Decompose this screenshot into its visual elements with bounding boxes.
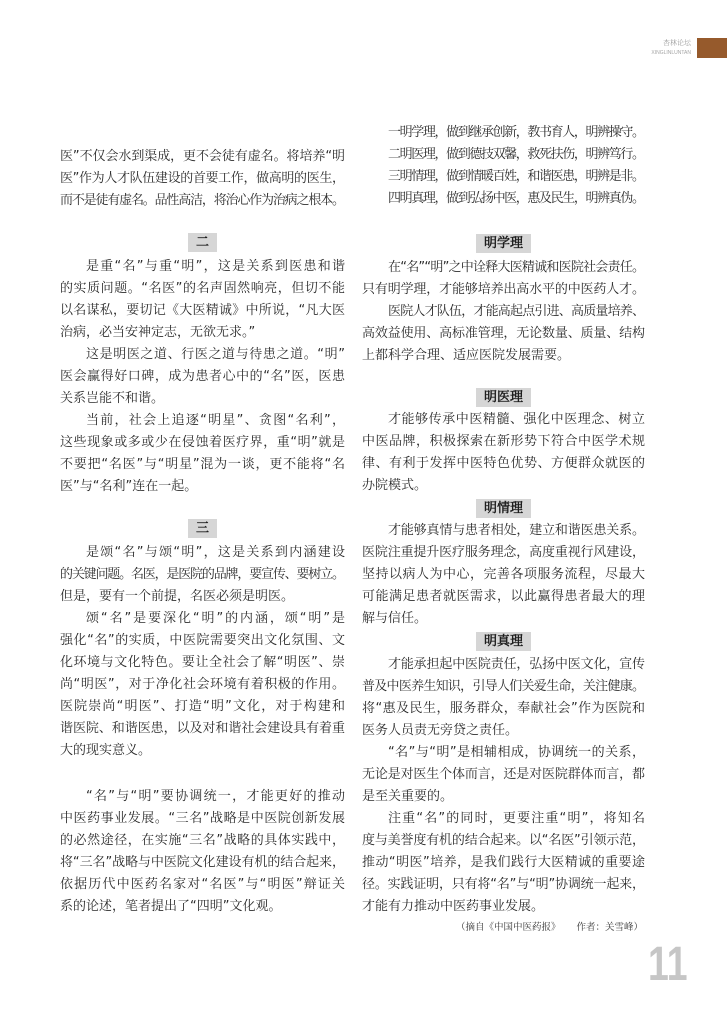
text-line-content: 关系岂能不和谐。: [60, 391, 165, 406]
section-heading-ming-xueli: [362, 232, 645, 254]
section-heading-ming-yili: [362, 386, 645, 408]
text-line-content: 才能有力推动中医药事业发展。: [362, 899, 545, 914]
section-heading-label: 明真理: [476, 632, 531, 651]
text-line-content: 在“名”“明”之中诠释大医精诚和医院社会责任。: [388, 260, 645, 275]
closing-paragraph: [60, 786, 345, 918]
text-line: [362, 301, 645, 323]
text-line: [60, 696, 345, 718]
text-line-content: 颂“名”是要深化“明”的内涵，颂“明”是: [86, 611, 347, 626]
text-line-content: 二明医理，做到德技双馨，救死扶伤，明辨笃行。: [388, 147, 644, 162]
text-line-content: 医”作为人才队伍建设的首要工作，做高明的医生，: [60, 171, 345, 186]
paragraph: [60, 344, 345, 410]
text-line: [362, 564, 645, 586]
text-line: [60, 740, 345, 762]
text-line: [60, 586, 345, 608]
text-line-content: 依据历代中医药名家对“名医”与“明医”辩证关: [60, 877, 347, 892]
text-line-content: 将“惠及民生，服务群众，奉献社会”作为医院和: [362, 701, 646, 716]
text-line-content: 三明情理，做到情暖百姓，和谐医患，明辨是非。: [388, 169, 644, 184]
paragraph: [60, 410, 345, 498]
text-line: [60, 652, 345, 674]
four-ming-item: [362, 188, 645, 210]
text-line: [60, 278, 345, 300]
paragraph: [60, 256, 345, 344]
text-line: [60, 896, 345, 918]
four-ming-item: [362, 122, 645, 144]
text-line-content: 度与美誉度有机的结合起来。以“名医”引领示范，: [362, 833, 645, 848]
text-line-content: 径。实践证明，只有将“名”与“明”协调统一起来，: [362, 877, 645, 892]
text-line-content: 高效益使用、高标准管理，无论数量、质量、结构: [362, 326, 645, 341]
paragraph: [362, 654, 645, 742]
text-line: [362, 896, 645, 918]
paragraph: [362, 301, 645, 367]
text-line-content: 四明真理，做到弘扬中医，惠及民生，明辨真伪。: [388, 191, 644, 206]
text-line-content: 才能够传承中医精髓、强化中医理念、树立: [388, 412, 646, 427]
text-line: [362, 323, 645, 345]
page-number: 11: [648, 938, 688, 991]
section-heading-ming-qingli: [362, 497, 645, 519]
text-line: [362, 431, 645, 453]
text-line-content: 化环境与文化特色。要让全社会了解“明医”、崇: [60, 655, 346, 670]
text-line: [60, 168, 345, 190]
text-line-content: 医”与“名利”连在一起。: [60, 479, 198, 494]
text-line-content: 解与信任。: [362, 611, 428, 626]
text-line: [362, 654, 645, 676]
text-line-content: 医会赢得好口碑，成为患者心中的“名”医，医患: [60, 369, 346, 384]
text-line-content: 以名谋私，要切记《大医精诚》中所说，“凡大医: [60, 303, 346, 318]
text-line-content: 律、有利于发挥中医特色优势、方便群众就医的: [362, 456, 646, 471]
section-heading-label: 明情理: [476, 499, 531, 518]
text-line-content: 办院模式。: [362, 478, 428, 493]
text-line-content: 上都科学合理、适应医院发展需要。: [362, 348, 571, 363]
text-line: [60, 476, 345, 498]
text-line-content: 的关键问题。名医，是医院的品牌，要宣传、要树立。: [60, 567, 344, 582]
source-credit: [456, 921, 643, 935]
text-line-content: “名”与“明”要协调统一，才能更好的推动: [86, 789, 347, 804]
text-line-content: 中医品牌，积极探索在新形势下符合中医学术规: [362, 434, 646, 449]
text-line: [362, 808, 645, 830]
text-line: [362, 144, 645, 166]
text-line: [60, 718, 345, 740]
text-line: [362, 475, 645, 497]
text-line-content: 医院崇尚“明医”、打造“明”文化，对于构建和: [60, 699, 347, 714]
text-line-content: 治病，必当安神定志，无欲无求。”: [60, 325, 256, 340]
text-line: [60, 388, 345, 410]
text-line-content: 而不是徒有虚名。品性高洁，将治心作为治病之根本。: [60, 193, 344, 208]
text-line: [362, 764, 645, 786]
paragraph: [362, 742, 645, 808]
paragraph: [60, 542, 345, 608]
text-line: [60, 808, 345, 830]
text-line: [60, 410, 345, 432]
text-line-content: 坚持以病人为中心，完善各项服务流程，尽最大: [362, 567, 646, 582]
text-line: [60, 852, 345, 874]
text-line-content: 才能承担起中医院责任，弘扬中医文化，宣传: [388, 657, 645, 672]
text-line: [60, 300, 345, 322]
text-line: [60, 344, 345, 366]
section-heading-label: 明医理: [476, 388, 531, 407]
text-line: [362, 188, 645, 210]
text-line-content: 注重“名”的同时，更要注重“明”，将知名: [388, 811, 647, 826]
text-line-content: 可能满足患者就医需求，以此赢得患者最大的理: [362, 589, 646, 604]
text-line: [362, 453, 645, 475]
text-line: [362, 122, 645, 144]
text-line-content: 是至关重要的。: [362, 789, 454, 804]
text-line-content: 当前，社会上追逐“明星”、贪图“名利”，: [86, 413, 347, 428]
column-section-pinyin: XINGLINLUNTAN: [651, 50, 691, 56]
paragraph: [362, 808, 645, 918]
paragraph: [362, 257, 645, 301]
text-line: [60, 786, 345, 808]
text-line: [60, 564, 345, 586]
text-line: [362, 676, 645, 698]
text-line-content: 将“三名”战略与中医院文化建设有机的结合起来，: [60, 855, 345, 870]
text-line: [60, 322, 345, 344]
section-heading-label: 明学理: [476, 234, 531, 253]
text-line: [362, 279, 645, 301]
text-line: [362, 345, 645, 367]
text-line-content: 谐医院、和谐医患，以及对和谐社会建设具有着重: [60, 721, 345, 736]
text-line: [60, 146, 345, 168]
text-line: [362, 542, 645, 564]
text-line-content: 尚“明医”，对于净化社会环境有着积极的作用。: [60, 677, 346, 692]
text-line: [60, 190, 345, 212]
text-line: [362, 608, 645, 630]
text-line: [60, 674, 345, 696]
text-line: [362, 257, 645, 279]
text-line-content: “名”与“明”是相辅相成，协调统一的关系，: [388, 745, 646, 760]
text-line-content: 医院注重提升医疗服务理念，高度重视行风建设，: [362, 545, 645, 560]
text-line: [362, 586, 645, 608]
paragraph: [60, 608, 345, 762]
left-column: [60, 146, 345, 918]
text-line: [362, 520, 645, 542]
text-line: [60, 542, 345, 564]
text-line: [60, 608, 345, 630]
text-line: [362, 742, 645, 764]
text-line: [362, 874, 645, 896]
text-line-content: 但是，要有一个前提，名医必须是明医。: [60, 589, 295, 604]
section-heading-label: 三: [188, 519, 217, 538]
source-credit-publication: （摘自《中国中医药报》: [455, 922, 561, 933]
text-line-content: 无论是对医生个体而言，还是对医院群体而言，都: [362, 767, 645, 782]
text-line: [362, 786, 645, 808]
text-line-content: 不要把“名医”与“明星”混为一谈，更不能将“名: [60, 457, 346, 472]
text-line: [60, 432, 345, 454]
text-line: [362, 409, 645, 431]
text-line-content: 这些现象或多或少在侵蚀着医疗界，重“明”就是: [60, 435, 346, 450]
four-ming-item: [362, 144, 645, 166]
text-line-content: 一明学理，做到继承创新，教书育人，明辨操守。: [388, 125, 644, 140]
text-line-content: 大的现实意义。: [60, 743, 152, 758]
text-line-content: 医”不仅会水到渠成，更不会徒有虚名。将培养“明: [60, 149, 345, 164]
paragraph: [362, 520, 645, 630]
text-line: [60, 630, 345, 652]
text-line-content: 医院人才队伍，才能高起点引进、高质量培养、: [388, 304, 645, 319]
text-line: [362, 166, 645, 188]
section-heading-label: 二: [188, 233, 217, 252]
text-line-content: 系的论述，笔者提出了“四明”文化观。: [60, 899, 282, 914]
paragraph: [362, 409, 645, 497]
column-section-title: 杏林论坛: [663, 39, 691, 47]
text-line-content: 普及中医养生知识，引导人们关爱生命，关注健康。: [362, 679, 645, 694]
text-line: [362, 698, 645, 720]
section-heading-ming-zhenli: [362, 630, 645, 652]
text-line-content: 是颂“名”与颂“明”，这是关系到内涵建设: [86, 545, 347, 560]
text-line-content: 只有明学理，才能够培养出高水平的中医药人才。: [362, 282, 645, 297]
text-line: [362, 830, 645, 852]
text-line-content: 是重“名”与重“明”，这是关系到医患和谐: [86, 259, 347, 274]
header-color-tab: [697, 38, 727, 58]
source-credit-author: 作者：关雪峰）: [576, 922, 643, 933]
text-line-content: 这是明医之道、行医之道与待患之道。“明”: [86, 347, 346, 362]
text-line-content: 强化“名”的实质，中医院需要突出文化氛围、文: [60, 633, 346, 648]
text-line: [60, 256, 345, 278]
text-line-content: 的实质问题。“名医”的名声固然响亮，但切不能: [60, 281, 346, 296]
four-ming-item: [362, 166, 645, 188]
text-line: [60, 830, 345, 852]
right-column: [362, 122, 645, 918]
section-heading-2: [60, 231, 345, 253]
text-line: [60, 874, 345, 896]
section-heading-3: [60, 517, 345, 539]
text-line: [60, 454, 345, 476]
text-line-content: 中医药事业发展。“三名”战略是中医院创新发展: [60, 811, 346, 826]
text-line: [362, 720, 645, 742]
text-line-content: 才能够真情与患者相处，建立和谐医患关系。: [388, 523, 645, 538]
text-line-content: 推动“明医”培养，是我们践行大医精诚的重要途: [362, 855, 646, 870]
continued-paragraph: [60, 146, 345, 212]
text-line: [60, 366, 345, 388]
text-line: [362, 852, 645, 874]
text-line-content: 医务人员责无旁贷之责任。: [362, 723, 519, 738]
text-line-content: 的必然途径，在实施“三名”战略的具体实践中，: [60, 833, 346, 848]
